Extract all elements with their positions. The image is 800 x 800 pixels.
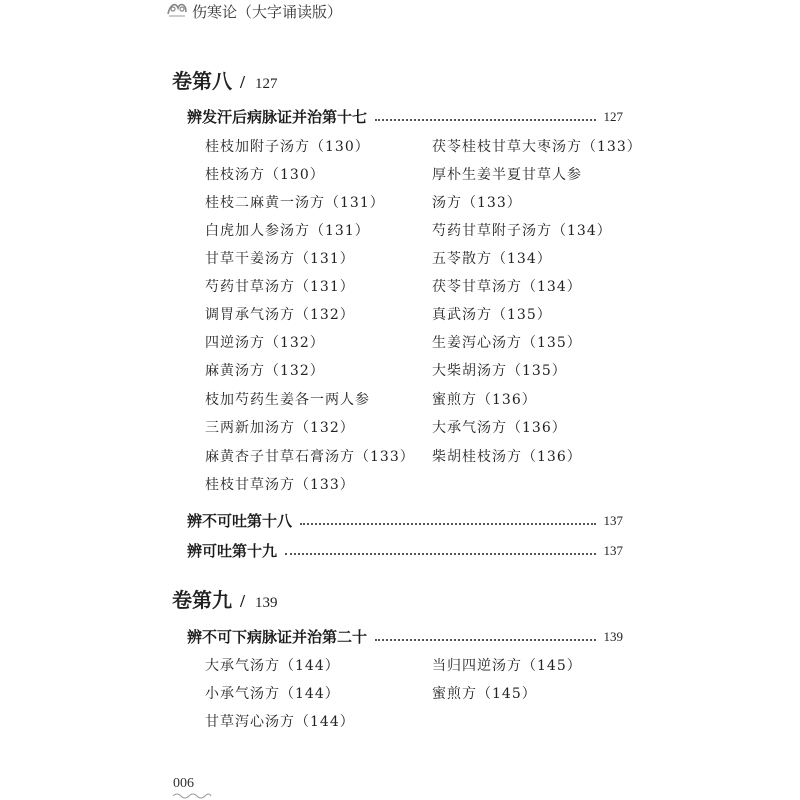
leader-dots xyxy=(300,523,595,525)
page-number: 006 xyxy=(173,776,194,791)
formula-entry: 桂枝甘草汤方（133） xyxy=(205,477,355,493)
volume-heading-9 xyxy=(172,584,278,613)
formula-entry: 当归四逆汤方（145） xyxy=(432,658,582,674)
formula-entry: 桂枝加附子汤方（130） xyxy=(205,139,370,155)
chapter-page: 137 xyxy=(603,542,623,558)
chapter-title: 辨发汗后病脉证并治第十七 xyxy=(187,108,368,126)
volume-page: 127 xyxy=(255,76,278,92)
chapter-title: 辨可吐第十九 xyxy=(187,542,278,560)
formula-entry: 白虎加人参汤方（131） xyxy=(205,223,370,239)
chapter-entry xyxy=(187,106,623,127)
formula-entry: 桂枝二麻黄一汤方（131） xyxy=(205,195,385,211)
formula-entry: 蜜煎方（145） xyxy=(432,686,537,702)
formula-entry: 茯苓桂枝甘草大枣汤方（133） xyxy=(432,139,642,155)
chapter-title: 辨不可吐第十八 xyxy=(187,512,293,530)
chapter-page: 127 xyxy=(603,108,623,124)
volume-separator: / xyxy=(240,591,246,611)
formula-entry: 真武汤方（135） xyxy=(432,307,552,323)
formula-entry: 三两新加汤方（132） xyxy=(205,420,355,436)
formula-entry: 芍药甘草附子汤方（134） xyxy=(432,223,612,239)
chapter-entry xyxy=(187,626,623,647)
volume-separator: / xyxy=(240,72,246,92)
formula-entry: 桂枝汤方（130） xyxy=(205,167,325,183)
chapter-page: 137 xyxy=(603,512,623,528)
formula-entry: 五苓散方（134） xyxy=(432,251,552,267)
wave-ornament-icon xyxy=(172,791,212,799)
volume-title: 卷第八 xyxy=(172,69,232,93)
volume-page: 139 xyxy=(255,595,278,611)
formula-entry: 大柴胡汤方（135） xyxy=(432,363,567,379)
formula-entry: 调胃承气汤方（132） xyxy=(205,307,355,323)
volume-heading-8 xyxy=(172,65,278,94)
floral-ornament-icon xyxy=(166,0,188,18)
formula-entry: 甘草泻心汤方（144） xyxy=(205,714,355,730)
formula-entry: 麻黄汤方（132） xyxy=(205,363,325,379)
book-title: 伤寒论（大字诵读版） xyxy=(192,3,343,21)
formula-entry: 芍药甘草汤方（131） xyxy=(205,279,355,295)
formula-entry: 厚朴生姜半夏甘草人参 xyxy=(432,167,582,183)
formula-entry: 四逆汤方（132） xyxy=(205,335,325,351)
formula-entry: 生姜泻心汤方（135） xyxy=(432,335,582,351)
volume-title: 卷第九 xyxy=(172,588,232,612)
chapter-title: 辨不可下病脉证并治第二十 xyxy=(187,628,368,646)
formula-entry: 蜜煎方（136） xyxy=(432,392,537,408)
leader-dots xyxy=(375,639,595,641)
formula-entry: 大承气汤方（136） xyxy=(432,420,567,436)
leader-dots xyxy=(375,119,595,121)
formula-entry: 甘草干姜汤方（131） xyxy=(205,251,355,267)
formula-entry: 小承气汤方（144） xyxy=(205,686,340,702)
formula-entry: 麻黄杏子甘草石膏汤方（133） xyxy=(205,449,415,465)
chapter-entry xyxy=(187,540,623,561)
chapter-entry xyxy=(187,510,623,531)
formula-entry: 茯苓甘草汤方（134） xyxy=(432,279,582,295)
formula-entry: 柴胡桂枝汤方（136） xyxy=(432,449,582,465)
leader-dots xyxy=(285,553,595,555)
formula-entry: 大承气汤方（144） xyxy=(205,658,340,674)
chapter-page: 139 xyxy=(603,628,623,644)
formula-entry: 汤方（133） xyxy=(432,195,522,211)
formula-entry: 枝加芍药生姜各一两人参 xyxy=(205,392,370,408)
